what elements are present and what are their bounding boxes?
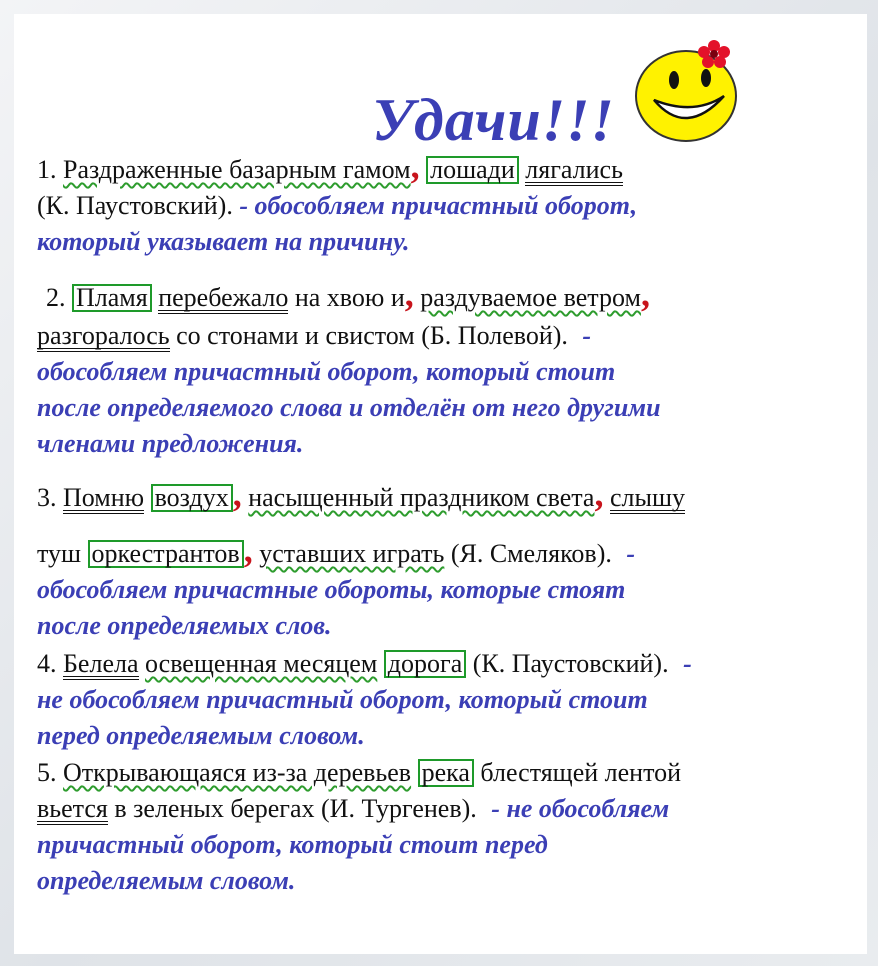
predicate: разгоралось — [37, 321, 170, 350]
predicate: перебежало — [158, 283, 289, 312]
example-2-cont — [37, 318, 837, 462]
explanation-line: членами предложения. — [37, 429, 304, 458]
comma-mark: , — [410, 146, 420, 186]
comma-mark: , — [640, 274, 650, 314]
object-box: воздух — [151, 484, 233, 512]
example-2 — [46, 274, 846, 316]
author: (Я. Смеляков). — [450, 539, 612, 568]
author: в зеленых берегах (И. Тургенев). — [114, 794, 477, 823]
text: на хвою и — [294, 283, 405, 312]
predicate: Белела — [63, 649, 139, 678]
predicate: лягались — [525, 155, 623, 184]
participial-phrase: освещенная месяцем — [145, 649, 378, 678]
explanation-line: определяемым словом. — [37, 866, 296, 895]
subject-box: река — [418, 759, 474, 787]
explanation-line: после определяемых слов. — [37, 611, 332, 640]
object-box: оркестрантов — [88, 540, 244, 568]
example-1 — [37, 146, 837, 260]
explanation-line: не обособляем причастный оборот, который стоит — [37, 685, 648, 714]
example-3 — [37, 474, 837, 516]
example-number: 2. — [46, 283, 66, 312]
smiley-icon — [634, 38, 744, 143]
example-5 — [37, 755, 837, 899]
comma-mark: , — [594, 474, 604, 514]
predicate: Помню — [63, 483, 145, 512]
comma-mark: , — [243, 530, 253, 570]
explanation-line: причастный оборот, который стоит перед — [37, 830, 548, 859]
explanation-line: обособляем причастные обороты, которые стоят — [37, 575, 626, 604]
page-title: Удачи!!! — [372, 87, 615, 153]
example-3-cont — [37, 530, 837, 644]
participial-phrase: раздуваемое ветром — [420, 283, 641, 312]
explanation-line: после определяемого слова и отделён от него другими — [37, 393, 661, 422]
explanation: - не обособляем — [491, 794, 670, 823]
example-number: 3. — [37, 483, 57, 512]
subject-box: Пламя — [72, 284, 152, 312]
subject-box: лошади — [426, 156, 519, 184]
example-number: 4. — [37, 649, 57, 678]
explanation-line: обособляем причастный оборот, который стоит — [37, 357, 616, 386]
example-4 — [37, 646, 837, 754]
example-number: 1. — [37, 155, 57, 184]
explanation-line: перед определяемым словом. — [37, 721, 365, 750]
dash: - — [683, 649, 692, 678]
text: блестящей лентой — [480, 758, 682, 787]
subject-box: дорога — [384, 650, 466, 678]
author: (К. Паустовский). — [37, 191, 233, 220]
participial-phrase: Открывающаяся из-за деревьев — [63, 758, 412, 787]
text: туш — [37, 539, 82, 568]
author: со стонами и свистом (Б. Полевой). — [176, 321, 568, 350]
comma-mark: , — [232, 474, 242, 514]
predicate: вьется — [37, 794, 108, 823]
dash: - — [626, 539, 636, 568]
explanation: - обособляем причастный оборот, — [239, 191, 638, 220]
comma-mark: , — [404, 274, 414, 314]
participial-phrase: уставших играть — [259, 539, 445, 568]
participial-phrase: Раздраженные базарным гамом — [63, 155, 411, 184]
predicate: слышу — [609, 483, 685, 512]
example-number: 5. — [37, 758, 57, 787]
explanation-line: который указывает на причину. — [37, 227, 410, 256]
author: (К. Паустовский). — [472, 649, 669, 678]
dash: - — [582, 321, 592, 350]
participial-phrase: насыщенный праздником света — [248, 483, 595, 512]
